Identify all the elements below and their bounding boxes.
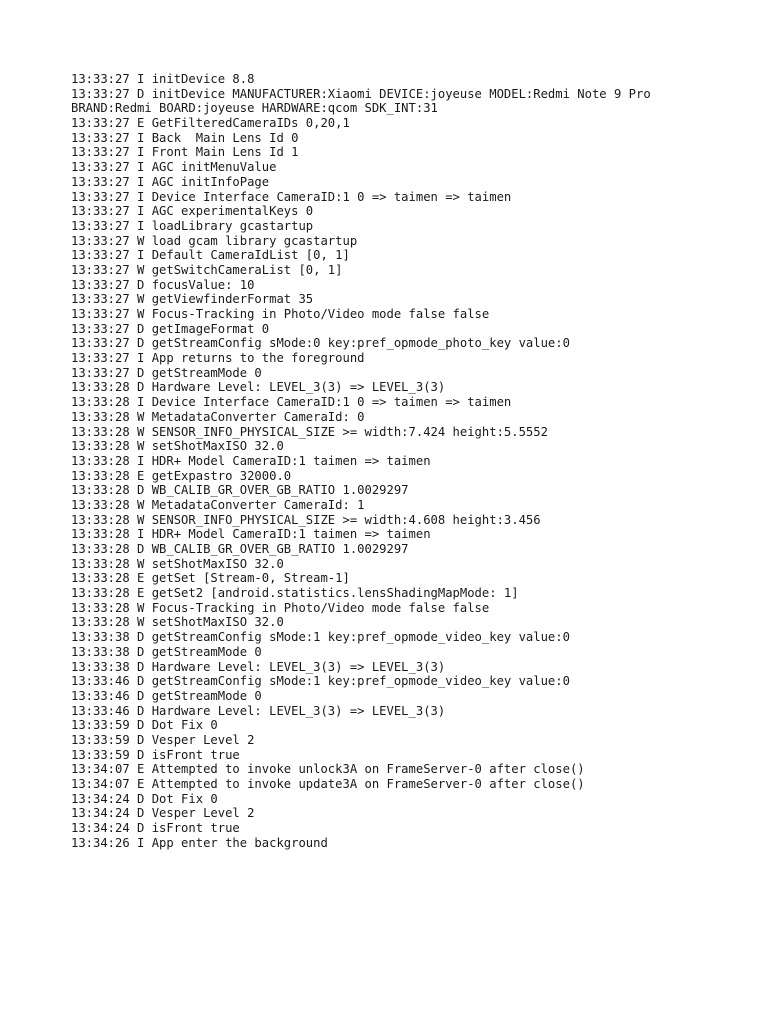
log-line: 13:33:28 E getExpastro 32000.0: [71, 468, 292, 483]
log-line: 13:33:27 I AGC initMenuValue: [71, 160, 277, 175]
log-line: 13:33:28 E getSet [Stream-0, Stream-1]: [71, 571, 350, 586]
log-line: BRAND:Redmi BOARD:joyeuse HARDWARE:qcom SDK_INT:31: [71, 101, 438, 116]
log-line: 13:33:27 W Focus-Tracking in Photo/Video mode false false: [71, 307, 490, 321]
log-line: 13:33:27 I App returns to the foreground: [71, 351, 365, 366]
log-line: 13:33:27 D getStreamMode 0: [71, 365, 262, 380]
log-line: 13:34:24 D Vesper Level 2: [71, 806, 255, 821]
log-line: 13:33:28 D Hardware Level: LEVEL_3(3) => LEVEL_3(3): [71, 380, 446, 395]
log-line: 13:33:27 I AGC initInfoPage: [71, 174, 270, 189]
log-line: 13:33:28 W SENSOR_INFO_PHYSICAL_SIZE >= width:4.608 height:3.456: [71, 512, 541, 527]
log-line: 13:33:27 I Front Main Lens Id 1: [71, 145, 299, 160]
log-line: 13:33:28 D WB_CALIB_GR_OVER_GB_RATIO 1.0029297: [71, 542, 409, 556]
log-line: 13:33:28 W setShotMaxISO 32.0: [71, 439, 284, 454]
log-line: 13:34:07 E Attempted to invoke unlock3A on FrameServer-0 after close(): [71, 762, 585, 777]
log-line: 13:33:27 I Default CameraIdList [0, 1]: [71, 248, 350, 263]
log-line: 13:33:59 D isFront true: [71, 747, 240, 762]
log-line: 13:34:26 I App enter the background: [71, 835, 328, 850]
log-line: 13:33:27 I loadLibrary gcastartup: [71, 218, 314, 233]
log-line: 13:33:59 D Dot Fix 0: [71, 718, 218, 733]
log-line: 13:33:38 D getStreamMode 0: [71, 644, 262, 659]
log-line: 13:33:27 I AGC experimentalKeys 0: [71, 204, 314, 219]
log-line: 13:33:28 W SENSOR_INFO_PHYSICAL_SIZE >= width:7.424 height:5.5552: [71, 424, 548, 439]
log-line: 13:33:27 D initDevice MANUFACTURER:Xiaomi DEVICE:joyeuse MODEL:Redmi Note 9 Pro: [71, 86, 651, 101]
log-line: 13:33:28 W MetadataConverter CameraId: 0: [71, 409, 365, 424]
log-line: 13:33:27 I Device Interface CameraID:1 0 => taimen => taimen: [71, 189, 512, 204]
log-line: 13:34:07 E Attempted to invoke update3A on FrameServer-0 after close(): [71, 777, 585, 791]
log-line: 13:33:28 W MetadataConverter CameraId: 1: [71, 497, 365, 512]
log-line: 13:34:24 D Dot Fix 0: [71, 791, 218, 806]
log-line: 13:33:28 I HDR+ Model CameraID:1 taimen => taimen: [71, 453, 431, 468]
log-line: 13:34:24 D isFront true: [71, 821, 240, 836]
log-line: 13:33:28 W setShotMaxISO 32.0: [71, 615, 284, 630]
log-line: 13:33:28 W setShotMaxISO 32.0: [71, 556, 284, 571]
log-line: 13:33:27 D getStreamConfig sMode:0 key:pref_opmode_photo_key value:0: [71, 336, 570, 351]
log-line: 13:33:27 W load gcam library gcastartup: [71, 233, 358, 248]
log-line: 13:33:46 D Hardware Level: LEVEL_3(3) => LEVEL_3(3): [71, 703, 446, 718]
log-line: 13:33:38 D getStreamConfig sMode:1 key:pref_opmode_video_key value:0: [71, 630, 570, 645]
log-text-block: [71, 72, 751, 850]
log-line: 13:33:27 D focusValue: 10: [71, 277, 255, 292]
log-line: 13:33:59 D Vesper Level 2: [71, 732, 255, 747]
log-line: 13:33:28 I Device Interface CameraID:1 0 => taimen => taimen: [71, 395, 512, 410]
log-line: 13:33:27 E GetFilteredCameraIDs 0,20,1: [71, 116, 350, 131]
log-line: 13:33:46 D getStreamMode 0: [71, 688, 262, 703]
log-line: 13:33:28 E getSet2 [android.statistics.lensShadingMapMode: 1]: [71, 586, 519, 601]
log-line: 13:33:46 D getStreamConfig sMode:1 key:pref_opmode_video_key value:0: [71, 674, 570, 689]
log-line: 13:33:27 I initDevice 8.8: [71, 72, 255, 86]
log-document: [71, 72, 751, 850]
log-line: 13:33:28 D WB_CALIB_GR_OVER_GB_RATIO 1.0029297: [71, 483, 409, 498]
log-line: 13:33:27 I Back Main Lens Id 0: [71, 130, 299, 145]
log-line: 13:33:28 W Focus-Tracking in Photo/Video mode false false: [71, 600, 490, 615]
log-line: 13:33:38 D Hardware Level: LEVEL_3(3) => LEVEL_3(3): [71, 659, 446, 674]
log-line: 13:33:28 I HDR+ Model CameraID:1 taimen => taimen: [71, 527, 431, 542]
log-line: 13:33:27 W getViewfinderFormat 35: [71, 292, 314, 307]
log-line: 13:33:27 D getImageFormat 0: [71, 321, 270, 336]
log-line: 13:33:27 W getSwitchCameraList [0, 1]: [71, 262, 343, 277]
